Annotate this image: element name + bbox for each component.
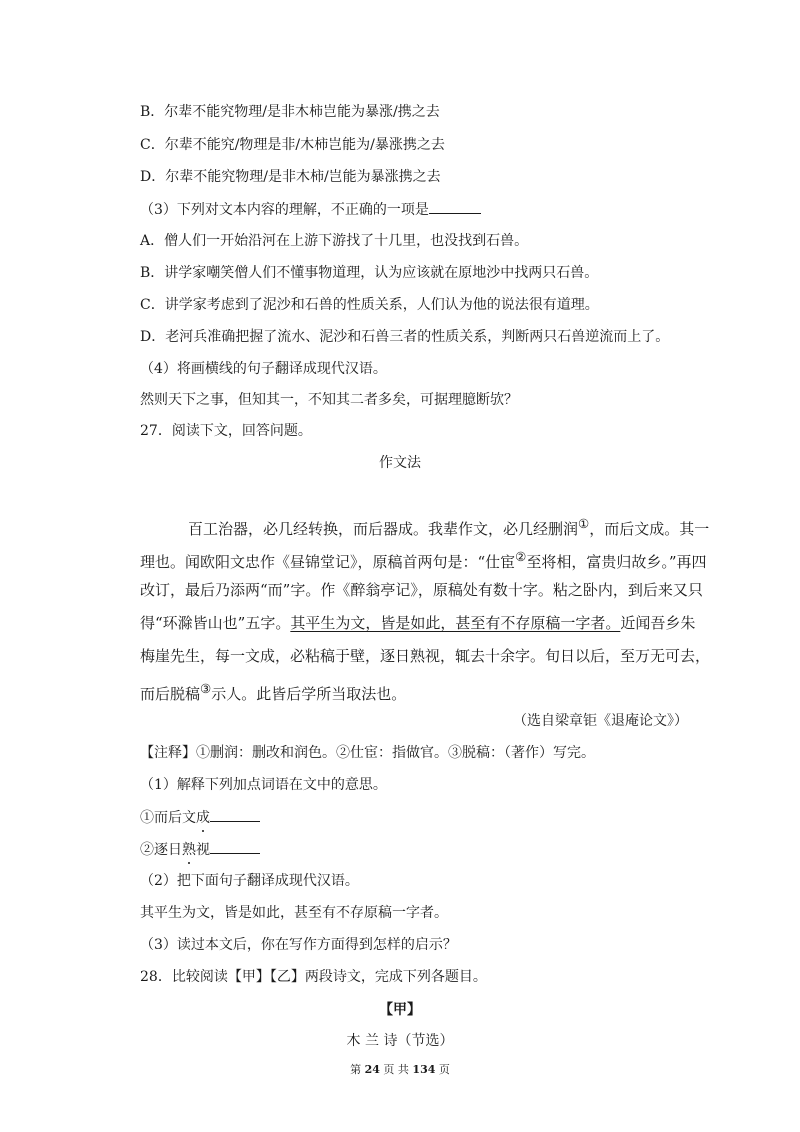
- word-item-1: [140, 807, 260, 828]
- choice-c: C．讲学家考虑到了泥沙和石兽的性质关系，人们认为他的说法很有道理。: [140, 297, 599, 313]
- word-text: ①而后文: [140, 810, 196, 826]
- choice-a: A．僧人们一开始沿河在上游下游找了十几里，也没找到石兽。: [140, 233, 529, 249]
- page-total: 134: [412, 1063, 436, 1076]
- essay-line-4: [140, 613, 695, 633]
- note-marker-2: ②: [515, 549, 527, 564]
- answer-blank: [429, 199, 481, 214]
- option-c: C．尔辈不能究/物理是非/木柿岂能为/暴涨携之去: [140, 137, 445, 153]
- word-text: 视: [196, 842, 210, 858]
- question-26-4-sentence: 然则天下之事，但知其一，不知其二者多矣，可据理臆断欤？: [140, 392, 518, 408]
- question-27-title: 27．阅读下文，回答问题。: [140, 423, 312, 439]
- word-item-2: [140, 839, 260, 860]
- question-27-2: （2）把下面句子翻译成现代汉语。: [140, 873, 359, 889]
- essay-text: 理也。闻欧阳文忠作《昼锦堂记》，原稿首两句是：“仕宦: [140, 553, 516, 571]
- choice-b: B．讲学家嘲笑僧人们不懂事物道理，认为应该就在原地沙中找两只石兽。: [140, 265, 599, 281]
- essay-text: 得“环滁皆山也”五字。: [140, 614, 291, 632]
- answer-blank: [210, 807, 260, 822]
- footer-text: 页 共: [383, 1063, 409, 1076]
- essay-text: ，而后文成。其一: [589, 520, 710, 538]
- page-footer: [0, 1060, 800, 1080]
- choice-d: D．老河兵准确把握了流水、泥沙和石兽三者的性质关系，判断两只石兽逆流而上了。: [140, 329, 670, 345]
- essay-line-6: [140, 679, 406, 704]
- source-citation: （选自梁章钜《退庵论文》）: [513, 713, 688, 729]
- option-d: D．尔辈不能究物理/是非木柿/岂能为暴涨携之去: [140, 169, 441, 185]
- question-26-4: （4）将画横线的句子翻译成现代汉语。: [140, 361, 387, 377]
- question-text: （3）下列对文本内容的理解，不正确的一项是: [140, 202, 429, 218]
- essay-line-2: [140, 547, 707, 572]
- essay-text: 而后脱稿: [140, 685, 201, 703]
- question-26-3: [140, 199, 481, 220]
- question-28-title: 28．比较阅读【甲】【乙】两段诗文，完成下列各题目。: [140, 969, 487, 985]
- option-b: B．尔辈不能究物理/是非木柿岂能为暴涨/携之去: [140, 104, 440, 120]
- essay-title: 作文法: [379, 455, 421, 471]
- essay-text: 至将相，富贵归故乡。”再四: [526, 553, 707, 571]
- note-marker-3: ③: [200, 681, 212, 696]
- page-number: 24: [364, 1063, 380, 1076]
- essay-line-3: 改订，最后乃添两“而”字。作《醉翁亭记》，原稿处有数十字。粘之卧内，到后来又只: [140, 581, 703, 599]
- footer-text: 第: [350, 1063, 362, 1076]
- word-text: ②逐日: [140, 842, 182, 858]
- question-27-3: （3）读过本文后，你在写作方面得到怎样的启示？: [140, 937, 457, 953]
- poem-title: 木 兰 诗（节选）: [346, 1033, 454, 1049]
- footer-text: 页: [438, 1063, 450, 1076]
- essay-line-1: [188, 514, 709, 539]
- underlined-sentence: 其平生为文，皆是如此，甚至有不存原稿一字者。: [290, 614, 621, 632]
- essay-text: 示人。此皆后学所当取法也。: [211, 685, 407, 703]
- answer-blank: [210, 839, 260, 854]
- annotations: 【注释】①删润：删改和润色。②仕宦：指做官。③脱稿：（著作）写完。: [140, 745, 595, 761]
- question-27-2-sentence: 其平生为文，皆是如此，甚至有不存原稿一字者。: [140, 905, 448, 921]
- section-jia: 【甲】: [379, 1002, 421, 1018]
- dotted-character: 成: [196, 810, 210, 826]
- question-27-1: （1）解释下列加点词语在文中的意思。: [140, 777, 387, 793]
- essay-text: 近闻吾乡朱: [620, 614, 696, 632]
- note-marker-1: ①: [578, 516, 590, 531]
- essay-line-5: 梅崖先生，每一文成，必粘稿于壁，逐日熟视，辄去十余字。旬日以后，至万无可去，: [140, 647, 711, 665]
- dotted-character: 熟: [182, 842, 196, 858]
- essay-text: 百工治器，必几经转换，而后器成。我辈作文，必几经删润: [188, 520, 579, 538]
